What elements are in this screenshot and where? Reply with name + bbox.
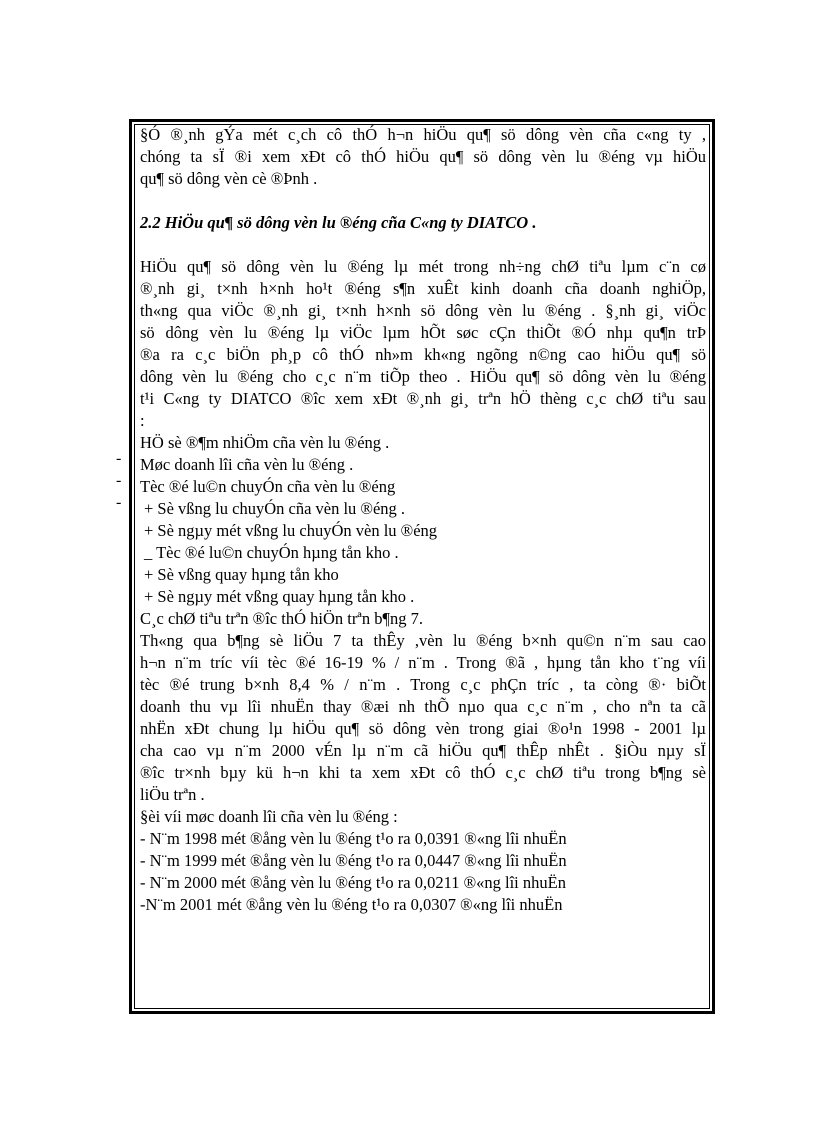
paragraph-line: qu¶ sö dông vèn cè ®Þnh . — [140, 169, 318, 188]
paragraph-line: : — [140, 411, 145, 430]
year-item: - N¨m 1998 mét ®ång vèn lu ®éng t¹o ra 0,0391 ®«ng lîi nhuËn — [140, 829, 567, 848]
bullet-item: HÖ sè ®¶m nhiÖm cña vèn lu ®éng . — [140, 433, 390, 452]
bullet-mark: - — [116, 472, 122, 489]
sub-item: _ Tèc ®é lu©n chuyÓn hµng tån kho . — [144, 543, 399, 562]
sub-item: + Sè vßng lu chuyÓn cña vèn lu ®éng . — [144, 499, 406, 518]
document-body — [140, 124, 706, 916]
sub-item: + Sè ngµy mét vßng lu chuyÓn vèn lu ®éng — [144, 521, 438, 540]
paragraph-line: §èi víi møc doanh lîi cña vèn lu ®éng : — [140, 807, 398, 826]
year-item: -N¨m 2001 mét ®ång vèn lu ®éng t¹o ra 0,0307 ®«ng lîi nhuËn — [140, 895, 563, 914]
paragraph-line: t¹i C«ng ty DIATCO ®îc xem xÐt ®¸nh gi¸ trªn hÖ thèng c¸c chØ tiªu sau — [140, 389, 706, 408]
paragraph-line: liÖu trªn . — [140, 785, 205, 804]
sub-item: + Sè vßng quay hµng tån kho — [144, 565, 339, 584]
section-heading: 2.2 HiÖu qu¶ sö dông vèn lu ®éng cña C«ng ty DIATCO . — [140, 213, 537, 232]
paragraph-line: Th«ng qua b¶ng sè liÖu 7 ta thÊy ,vèn lu ®éng b×nh qu©n n¨m sau cao — [140, 631, 706, 650]
bullet-mark: - — [116, 450, 122, 467]
paragraph-line: sö dông vèn lu ®éng lµ viÖc lµm hÕt søc cÇn thiÕt ®Ó nhµ qu¶n trÞ — [140, 323, 706, 342]
sub-item: + Sè ngµy mét vßng quay hµng tån kho . — [144, 587, 415, 606]
paragraph-line: HiÖu qu¶ sö dông vèn lu ®éng lµ mét trong nh÷ng chØ tiªu lµm c¨n cø — [140, 257, 706, 276]
bullet-item: Møc doanh lîi cña vèn lu ®éng . — [140, 455, 354, 474]
paragraph-line: ®a ra c¸c biÖn ph¸p cô thÓ nh»m kh«ng ngõng n©ng cao hiÖu qu¶ sö — [140, 345, 706, 364]
year-item: - N¨m 1999 mét ®ång vèn lu ®éng t¹o ra 0,0447 ®«ng lîi nhuËn — [140, 851, 567, 870]
paragraph-line: ®¸nh gi¸ t×nh h×nh ho¹t ®éng s¶n xuÊt kinh doanh cña doanh nghiÖp, — [140, 279, 706, 298]
bullet-mark: - — [116, 494, 122, 511]
paragraph-line: §Ó ®¸nh gÝa mét c¸ch cô thÓ h¬n hiÖu qu¶ sö dông vèn cña c«ng ty , — [140, 125, 706, 144]
paragraph-line: ®îc tr×nh bµy kü h¬n khi ta xem xÐt cô thÓ c¸c chØ tiªu trong b¶ng sè — [140, 763, 706, 782]
paragraph-line: dông vèn lu ®éng cho c¸c n¨m tiÕp theo . HiÖu qu¶ sö dông vèn lu ®éng — [140, 367, 706, 386]
paragraph-line: th«ng qua viÖc ®¸nh gi¸ t×nh h×nh sö dông vèn lu ®éng . §¸nh gi¸ viÖc — [140, 301, 706, 320]
year-item: - N¨m 2000 mét ®ång vèn lu ®éng t¹o ra 0,0211 ®«ng lîi nhuËn — [140, 873, 566, 892]
paragraph-line: chóng ta sÏ ®i xem xÐt cô thÓ hiÖu qu¶ sö dông vèn lu ®éng vµ hiÖu — [140, 147, 706, 166]
paragraph-line: h¬n n¨m tríc víi tèc ®é 16-19 % / n¨m . Trong ®ã , hµng tån kho t¨ng víi — [140, 653, 706, 672]
paragraph-line: doanh thu vµ lîi nhuËn thay ®æi nh thÕ nµo qua c¸c n¨m , cho nªn ta cã — [140, 697, 706, 716]
sub-item: C¸c chØ tiªu trªn ®îc thÓ hiÖn trªn b¶ng 7. — [140, 609, 423, 628]
paragraph-line: tèc ®é trung b×nh 8,4 % / n¨m . Trong c¸c phÇn tríc , ta còng ®· biÕt — [140, 675, 706, 694]
paragraph-line: cha cao vµ n¨m 2000 vÉn lµ n¨m cã hiÖu qu¶ thÊp nhÊt . §iÒu nµy sÏ — [140, 741, 706, 760]
paragraph-line: nhËn xÐt chung lµ hiÖu qu¶ sö dông vèn trong giai ®o¹n 1998 - 2001 lµ — [140, 719, 706, 738]
bullet-item: Tèc ®é lu©n chuyÓn cña vèn lu ®éng — [140, 477, 396, 496]
